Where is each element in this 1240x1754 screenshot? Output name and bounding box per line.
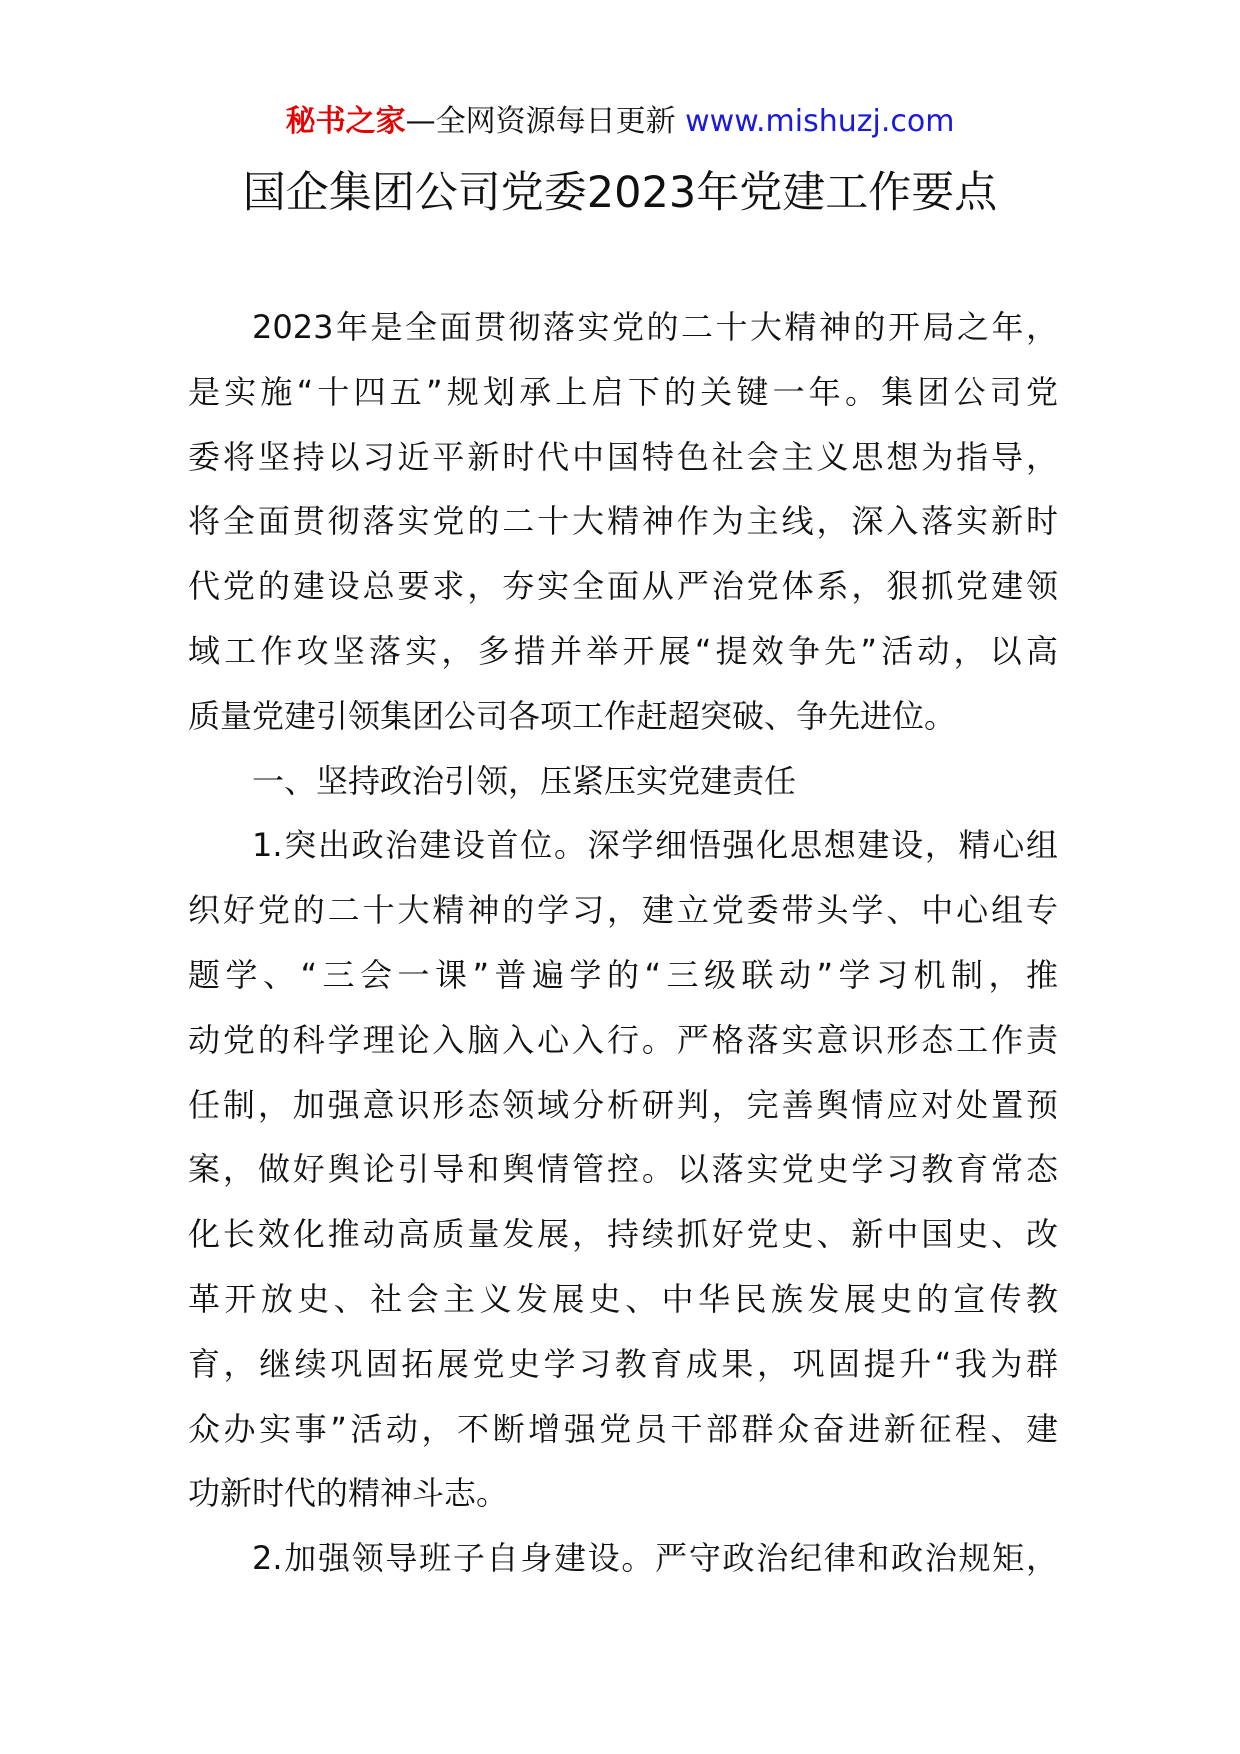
body-line: 2023年是全面贯彻落实党的二十大精神的开局之年， — [252, 308, 1058, 346]
body-line: 育，继续巩固拓展党史学习教育成果，巩固提升“我为群 — [188, 1344, 1058, 1383]
body-line: 织好党的二十大精神的学习，建立党委带头学、中心组专 — [188, 891, 1058, 930]
brand-name: 秘书之家 — [285, 104, 406, 139]
body-line: 案，做好舆论引导和舆情管控。以落实党史学习教育常态 — [188, 1150, 1058, 1189]
body-line: 是实施“十四五”规划承上启下的关键一年。集团公司党 — [188, 372, 1058, 411]
document-title: 国企集团公司党委2023年党建工作要点 — [242, 168, 998, 218]
brand-url-link[interactable]: www.mishuzj.com — [685, 104, 955, 139]
brand-tagline: —全网资源每日更新 — [405, 104, 686, 139]
body-line: 将全面贯彻落实党的二十大精神作为主线，深入落实新时 — [188, 502, 1058, 541]
body-line: 1.突出政治建设首位。深学细悟强化思想建设，精心组 — [252, 826, 1058, 865]
body-line: 任制，加强意识形态领域分析研判，完善舆情应对处置预 — [188, 1085, 1058, 1124]
body-line: 众办实事”活动，不断增强党员干部群众奋进新征程、建 — [188, 1409, 1058, 1448]
body-line: 动党的科学理论入脑入心入行。严格落实意识形态工作责 — [188, 1020, 1058, 1059]
body-line: 质量党建引领集团公司各项工作赶超突破、争先进位。 — [188, 696, 957, 735]
body-line: 题学、“三会一课”普遍学的“三级联动”学习机制，推 — [188, 955, 1058, 994]
document-body — [188, 295, 1058, 1591]
section-heading: 一、坚持政治引领，压紧压实党建责任 — [252, 761, 797, 800]
body-line: 委将坚持以习近平新时代中国特色社会主义思想为指导， — [188, 437, 1058, 476]
body-line: 革开放史、社会主义发展史、中华民族发展史的宣传教 — [188, 1279, 1058, 1318]
body-line: 域工作攻坚落实，多措并举开展“提效争先”活动，以高 — [188, 631, 1058, 670]
body-line: 代党的建设总要求，夯实全面从严治党体系，狠抓党建领 — [188, 567, 1058, 606]
body-line: 化长效化推动高质量发展，持续抓好党史、新中国史、改 — [188, 1215, 1058, 1254]
body-line: 2.加强领导班子自身建设。严守政治纪律和政治规矩， — [252, 1539, 1058, 1578]
site-header — [0, 100, 1240, 144]
body-line: 功新时代的精神斗志。 — [188, 1474, 509, 1513]
